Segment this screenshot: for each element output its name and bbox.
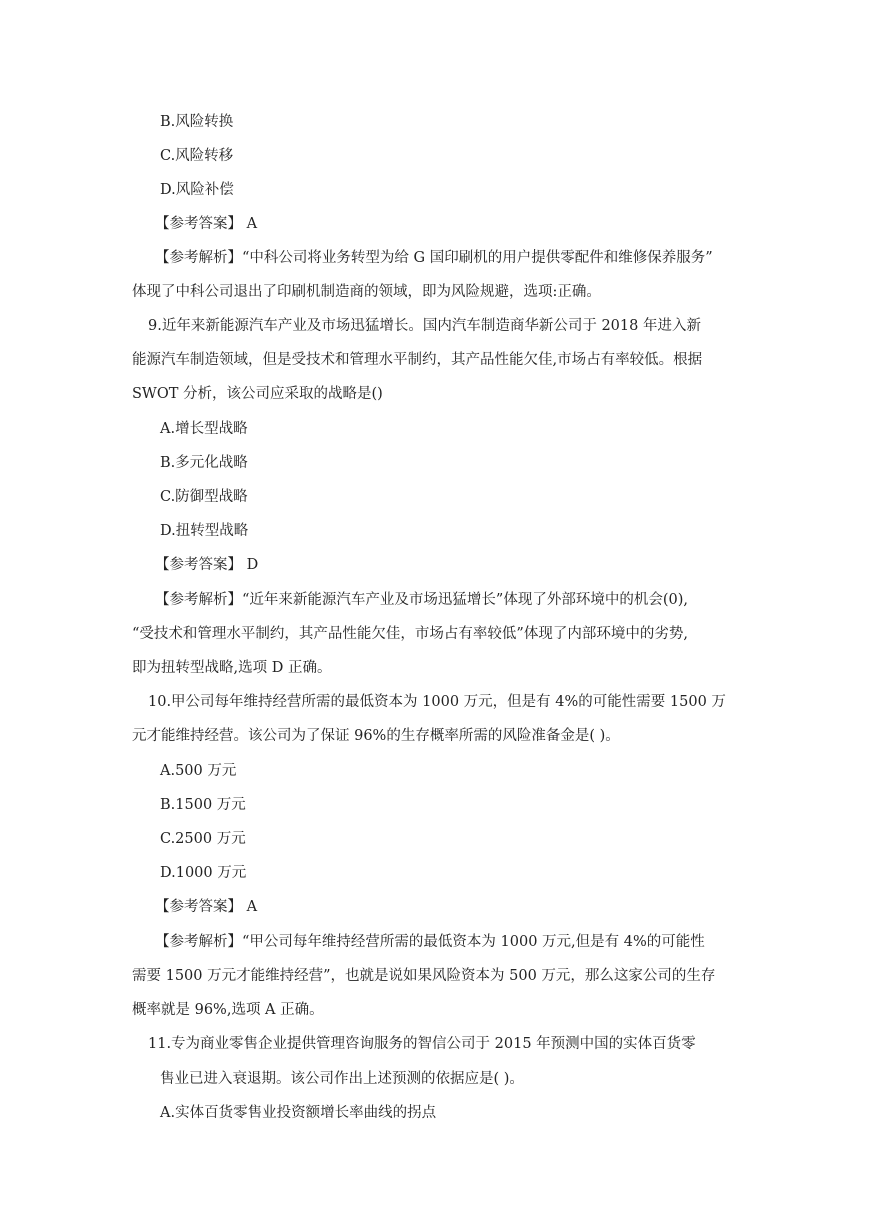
reference-answer: 【参考答案】 D [155, 557, 259, 573]
option-c: C.风险转移 [160, 148, 234, 164]
reference-explanation: 【参考解析】“近年来新能源汽车产业及市场迅猛增长”体现了外部环境中的机会(0), [155, 592, 688, 608]
option-c: C.防御型战略 [160, 489, 248, 505]
question-10: 10.甲公司每年维持经营所需的最低资本为 1000 万元，但是有 4%的可能性需要 1500 万 [148, 694, 726, 710]
question-9: 9.近年来新能源汽车产业及市场迅猛增长。国内汽车制造商华新公司于 2018 年进入新 [148, 318, 701, 334]
option-d: D.1000 万元 [160, 865, 247, 881]
reference-answer: 【参考答案】 A [155, 899, 258, 915]
option-b: B.多元化战略 [160, 455, 248, 471]
option-a: A.实体百货零售业投资额增长率曲线的拐点 [160, 1105, 437, 1121]
option-c: C.2500 万元 [160, 831, 246, 847]
option-a: A.增长型战略 [160, 421, 248, 437]
option-a: A.500 万元 [160, 763, 237, 779]
question-10-continued: 元才能维持经营。该公司为了保证 96%的生存概率所需的风险准备金是( )。 [132, 728, 620, 744]
question-9-continued: 能源汽车制造领域，但是受技术和管理水平制约，其产品性能欠佳,市场占有率较低。根据 [132, 352, 703, 368]
reference-answer: 【参考答案】 A [155, 216, 258, 232]
option-b: B.风险转换 [160, 114, 234, 130]
question-11-continued: 售业已进入衰退期。该公司作出上述预测的依据应是( )。 [160, 1071, 524, 1087]
reference-explanation: 【参考解析】“中科公司将业务转型为给 G 国印刷机的用户提供零配件和维修保养服务” [155, 250, 713, 266]
explanation-continued: 需要 1500 万元才能维持经营”，也就是说如果风险资本为 500 万元，那么这家公司的生存 [132, 968, 716, 984]
option-b: B.1500 万元 [160, 797, 246, 813]
option-d: D.扭转型战略 [160, 523, 249, 539]
explanation-continued: 即为扭转型战略,选项 D 正确。 [132, 660, 332, 676]
option-d: D.风险补偿 [160, 182, 234, 198]
explanation-continued: 体现了中科公司退出了印刷机制造商的领域，即为风险规避，选项:正确。 [132, 284, 601, 300]
explanation-continued: “受技术和管理水平制约，其产品性能欠佳，市场占有率较低”体现了内部环境中的劣势, [132, 626, 688, 642]
explanation-continued: 概率就是 96%,选项 A 正确。 [132, 1002, 324, 1018]
reference-explanation: 【参考解析】“甲公司每年维持经营所需的最低资本为 1000 万元,但是有 4%的可能性 [155, 934, 705, 950]
question-11: 11.专为商业零售企业提供管理咨询服务的智信公司于 2015 年预测中国的实体百货零 [148, 1036, 696, 1052]
question-9-continued: SWOT 分析，该公司应采取的战略是() [132, 386, 383, 402]
